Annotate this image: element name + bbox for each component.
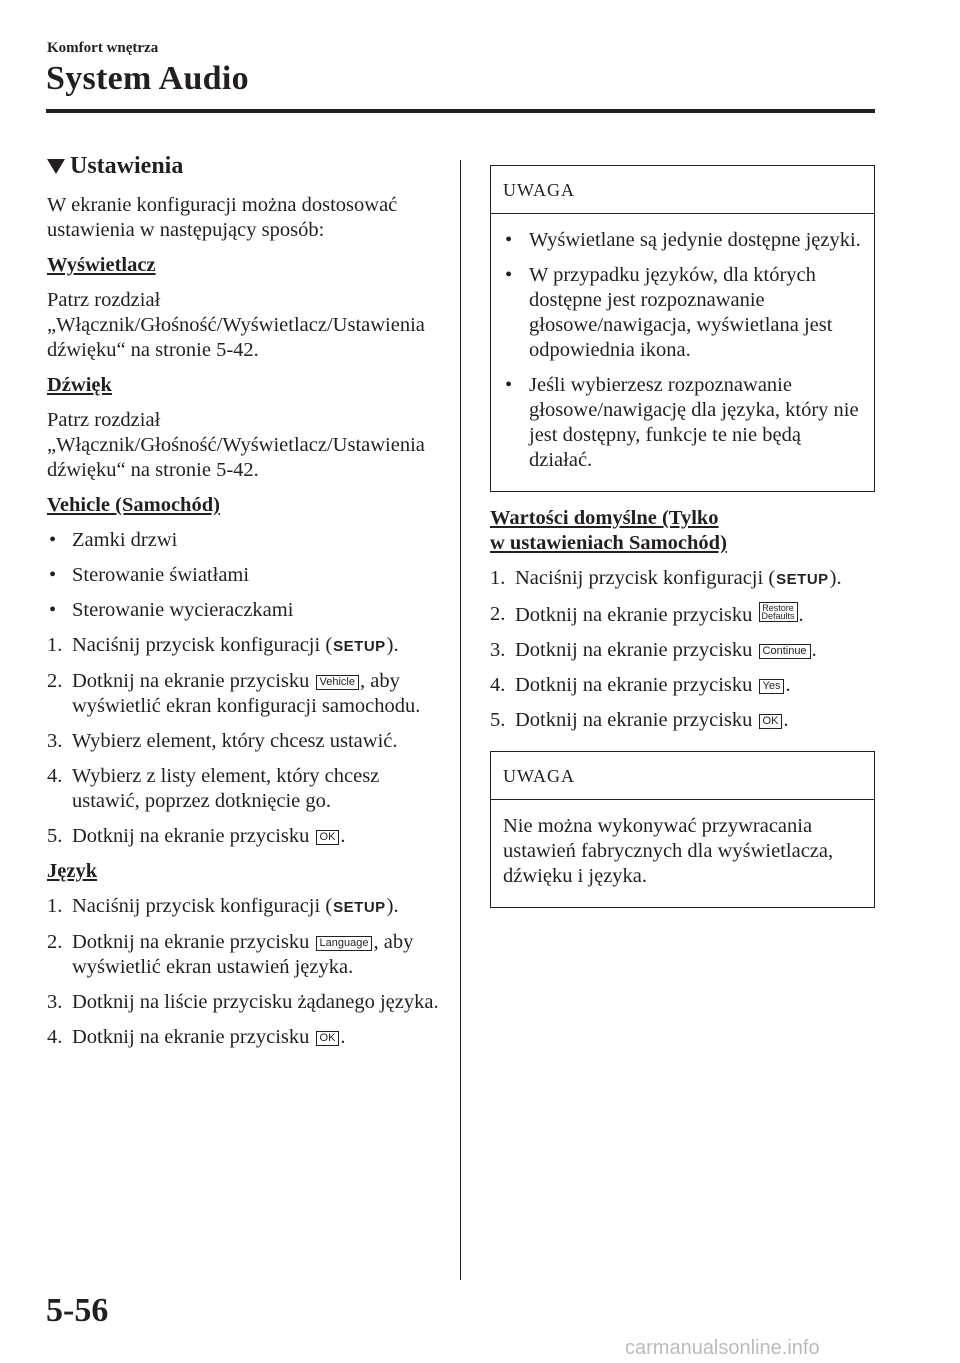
list-item: • Jeśli wybierzesz rozpoznawanie głosowe/nawigację dla języka, który nie jest dostępny, funkcje te nie będą działać. [503,373,862,473]
settings-heading-text: Ustawienia [70,153,184,179]
defaults-title-line1: Wartości domyślne (Tylko [490,507,719,529]
step-number: 2. [490,603,506,625]
left-column [47,154,442,1060]
header-rule [46,109,875,113]
page-title: System Audio [46,60,249,97]
step-text: . [785,674,791,696]
list-item: • Zamki drzwi [47,528,442,553]
step-text: , aby wyświetlić ekran konfiguracji samochodu. [72,670,421,717]
step-text: Dotknij na ekranie przycisku [515,709,758,731]
language-button-icon: Language [316,936,373,951]
defaults-label: Defaults [761,611,795,621]
settings-intro: W ekranie konfiguracji można dostosować ustawienia w następujący sposób: [47,194,398,241]
vehicle-bullet-list [47,528,442,623]
step-item [47,633,442,659]
page-number: 5-56 [46,1292,109,1329]
ok-button-icon: OK [316,830,340,845]
step-item [47,990,442,1015]
list-item: • Sterowanie wycieraczkami [47,598,442,623]
step-item [490,708,875,733]
step-item [47,824,442,849]
note-body [491,214,874,491]
step-number: 1. [490,567,506,589]
setup-button-icon: SETUP [776,571,829,588]
step-text: Naciśnij przycisk konfiguracji ( [72,634,333,656]
list-item: • Sterowanie światłami [47,563,442,588]
triangle-down-icon [47,159,65,174]
step-text: . [340,1026,346,1048]
step-number: 1. [47,895,63,917]
note-text: Nie można wykonywać przywracania ustawień fabrycznych dla wyświetlacza, dźwięku i języka. [503,815,834,887]
step-text: ). [829,567,842,589]
defaults-subheading [490,506,875,556]
step-text: ). [386,634,399,656]
defaults-title-line2: w ustawieniach Samochód) [490,532,727,554]
right-column [490,165,875,922]
note-box-defaults [490,751,875,908]
step-item [47,764,442,814]
step-text: . [783,709,789,731]
step-number: 1. [47,634,63,656]
step-number: 4. [47,765,63,787]
step-text: Dotknij na ekranie przycisku [515,674,758,696]
note-title: UWAGA [491,752,874,800]
step-number: 3. [490,639,506,661]
step-item [490,566,875,592]
step-text: , aby wyświetlić ekran ustawień języka. [72,931,414,978]
step-item [490,638,875,663]
ok-button-icon: OK [759,714,783,729]
step-item [47,669,442,719]
defaults-steps [490,566,875,733]
vehicle-steps [47,633,442,849]
yes-button-icon: Yes [759,679,785,694]
continue-button-icon: Continue [759,644,811,659]
vehicle-subheading: Vehicle (Samochód) [47,494,220,516]
step-text: . [811,639,817,661]
step-number: 2. [47,931,63,953]
step-text: Dotknij na ekranie przycisku [515,604,758,626]
step-item [47,894,442,920]
step-item [490,602,875,628]
section-label: Komfort wnętrza [47,40,159,56]
step-text: Dotknij na ekranie przycisku [515,639,758,661]
step-text: Dotknij na ekranie przycisku [72,931,315,953]
note-title: UWAGA [491,166,874,214]
setup-button-icon: SETUP [333,638,386,655]
list-item: • W przypadku języków, dla których dostępne jest rozpoznawanie głosowe/nawigacja, wyświetlana jest odpowiednia ikona. [503,263,862,363]
step-number: 4. [47,1026,63,1048]
step-text: Dotknij na ekranie przycisku [72,670,315,692]
step-text: Wybierz z listy element, który chcesz ustawić, poprzez dotknięcie go. [72,765,380,812]
setup-button-icon: SETUP [333,899,386,916]
watermark: carmanualsonline.info [625,1337,820,1359]
sound-text: Patrz rozdział „Włącznik/Głośność/Wyświetlacz/Ustawienia dźwięku“ na stronie 5-42. [47,409,425,481]
step-text: Dotknij na ekranie przycisku [72,825,315,847]
step-number: 2. [47,670,63,692]
step-number: 5. [490,709,506,731]
settings-heading [47,154,442,179]
note-body [491,800,874,907]
step-number: 3. [47,991,63,1013]
restore-defaults-button-icon [759,602,798,622]
step-item [47,1025,442,1050]
step-text: Dotknij na ekranie przycisku [72,1026,315,1048]
language-steps [47,894,442,1050]
step-text: Wybierz element, który chcesz ustawić. [72,730,398,752]
note-box-languages [490,165,875,492]
step-text: . [340,825,346,847]
ok-button-icon: OK [316,1031,340,1046]
step-number: 3. [47,730,63,752]
language-subheading: Język [47,860,98,882]
step-item [47,729,442,754]
step-number: 4. [490,674,506,696]
step-text: ). [386,895,399,917]
list-item: • Wyświetlane są jedynie dostępne języki. [503,228,862,253]
display-subheading: Wyświetlacz [47,254,156,276]
step-item [490,673,875,698]
step-text: Naciśnij przycisk konfiguracji ( [72,895,333,917]
vehicle-button-icon: Vehicle [316,675,359,690]
note-bullet-list [503,228,862,473]
step-item [47,930,442,980]
display-text: Patrz rozdział „Włącznik/Głośność/Wyświetlacz/Ustawienia dźwięku“ na stronie 5-42. [47,289,425,361]
step-text: . [798,604,804,626]
sound-subheading: Dźwięk [47,374,112,396]
step-text: Dotknij na liście przycisku żądanego języka. [72,991,439,1013]
step-text: Naciśnij przycisk konfiguracji ( [515,567,776,589]
column-divider [460,160,461,1280]
step-number: 5. [47,825,63,847]
restore-label: Restore [762,603,794,613]
